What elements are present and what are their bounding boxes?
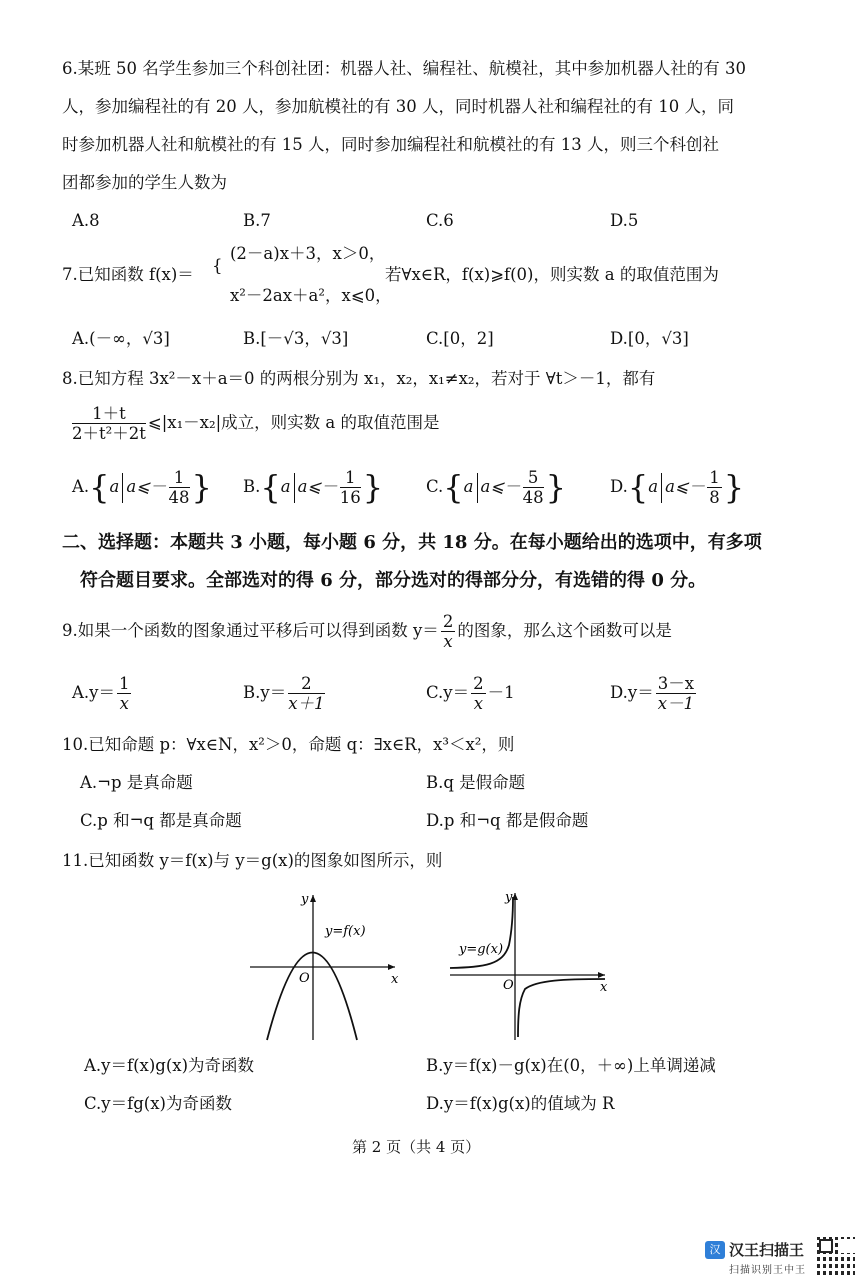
q8-option-b: B.{a a⩽－ $\frac{1}{16}$ } xyxy=(243,468,384,507)
graph-g-y-label: y xyxy=(505,890,513,905)
q7-option-a: A.(－∞，√3] xyxy=(72,329,170,348)
graph-f-x-arrow xyxy=(388,964,395,970)
q6-option-c: C.6 xyxy=(426,211,454,230)
section2-heading-line-1: 二、选择题：本题共 3 小题，每小题 6 分，共 18 分。在每小题给出的选项中，有多项 xyxy=(62,532,762,553)
q7-brace: { xyxy=(212,256,223,275)
graph-g-x-label: x xyxy=(600,980,608,995)
q9-fraction: $\frac{2}{x}$ xyxy=(442,612,454,651)
q7-case-2: x²－2ax＋a²，x⩽0， xyxy=(230,286,392,305)
q10-option-d: D.p 和¬q 都是假命题 xyxy=(426,811,589,830)
qr-code-icon xyxy=(817,1237,855,1275)
q8-fraction: $\frac{1+t}{\text{2＋t²＋2t}}$ xyxy=(72,404,146,443)
graph-f-curve xyxy=(267,953,357,1041)
scanner-watermark xyxy=(705,1237,855,1277)
graph-g xyxy=(445,885,620,1045)
q8-option-a: A.{a a⩽－ $\frac{1}{48}$ } xyxy=(72,468,212,507)
graph-g-origin-label: O xyxy=(503,978,514,993)
q10-stem: 10.已知命题 p：∀x∈N，x²＞0，命题 q：∃x∈R，x³＜x²，则 xyxy=(62,735,515,754)
q11-stem: 11.已知函数 y＝f(x)与 y＝g(x)的图象如图所示，则 xyxy=(62,851,443,870)
graph-g-curve-label: y=g(x) xyxy=(459,942,504,957)
q7-option-c: C.[0，2] xyxy=(426,329,494,348)
scanner-logo-icon: 汉 xyxy=(705,1241,725,1259)
q9-option-d: D.y＝ $\frac{3-x}{x-1}$ xyxy=(610,674,695,713)
q8-inequality xyxy=(70,404,440,443)
q9-option-b: B.y＝ $\frac{2}{x+1}$ xyxy=(243,674,325,713)
graph-g-x-arrow xyxy=(598,972,605,978)
graph-f-origin-label: O xyxy=(299,971,310,986)
q7-option-b: B.[－√3，√3] xyxy=(243,329,349,348)
q11-option-c: C.y＝fg(x)为奇函数 xyxy=(84,1094,232,1113)
graph-f-x-label: x xyxy=(391,972,399,987)
q7-tail: 若∀x∈R，f(x)⩾f(0)，则实数 a 的取值范围为 xyxy=(385,265,719,284)
graph-f-y-label: y xyxy=(301,892,309,907)
q10-option-b: B.q 是假命题 xyxy=(426,773,526,792)
scanner-subtitle: 扫描识别王中王 xyxy=(729,1265,806,1276)
scanner-title: 汉王扫描王 xyxy=(729,1241,805,1259)
graph-f-curve-label: y=f(x) xyxy=(325,924,366,939)
q10-option-c: C.p 和¬q 都是真命题 xyxy=(80,811,242,830)
q11-option-b: B.y＝f(x)－g(x)在(0，＋∞)上单调递减 xyxy=(426,1056,716,1075)
q11-option-a: A.y＝f(x)g(x)为奇函数 xyxy=(84,1056,255,1075)
q7-lead: 7.已知函数 f(x)＝ xyxy=(62,265,194,284)
q6-option-d: D.5 xyxy=(610,211,639,230)
q9-option-a: A.y＝ $\frac{1}{x}$ xyxy=(72,674,130,713)
q6-line-4: 团都参加的学生人数为 xyxy=(62,173,227,192)
q6-option-a: A.8 xyxy=(72,211,100,230)
q8-line-2-tail: ⩽|x₁－x₂|成立，则实数 a 的取值范围是 xyxy=(147,413,440,432)
page-footer: 第 2 页（共 4 页） xyxy=(352,1138,481,1156)
q6-line-1: 6.某班 50 名学生参加三个科创社团：机器人社、编程社、航模社，其中参加机器人社的有 30 xyxy=(62,59,746,78)
graph-f xyxy=(245,885,405,1045)
q8-option-c: C.{a a⩽－ $\frac{5}{48}$ } xyxy=(426,468,567,507)
graph-g-curve-right xyxy=(518,979,605,1037)
q6-line-2: 人，参加编程社的有 20 人，参加航模社的有 30 人，同时机器人社和编程社的有 10 人，同 xyxy=(62,97,734,116)
q6-option-b: B.7 xyxy=(243,211,271,230)
q11-option-d: D.y＝f(x)g(x)的值域为 R xyxy=(426,1094,615,1113)
q7-case-1: (2－a)x＋3，x＞0， xyxy=(230,244,386,263)
q9-option-c: C.y＝ $\frac{2}{x}$ －1 xyxy=(426,674,515,713)
graph-f-y-arrow xyxy=(310,895,316,902)
q7-option-d: D.[0，√3] xyxy=(610,329,689,348)
q6-line-3: 时参加机器人社和航模社的有 15 人，同时参加编程社和航模社的有 13 人，则三个科创社 xyxy=(62,135,719,154)
section2-heading-line-2: 符合题目要求。全部选对的得 6 分，部分选对的得部分分，有选错的得 0 分。 xyxy=(80,570,707,591)
q10-option-a: A.¬p 是真命题 xyxy=(80,773,193,792)
q9-stem: 9.如果一个函数的图象通过平移后可以得到函数 y＝ $\frac{2}{x}$ 的图象，那么这个函数可以是 xyxy=(62,612,672,651)
graph-g-curve-left xyxy=(450,897,513,968)
q8-option-d: D.{a a⩽－ $\frac{1}{8}$ } xyxy=(610,468,745,507)
q8-line-1: 8.已知方程 3x²－x＋a＝0 的两根分别为 x₁，x₂，x₁≠x₂，若对于 ∀t＞－1，都有 xyxy=(62,369,656,388)
